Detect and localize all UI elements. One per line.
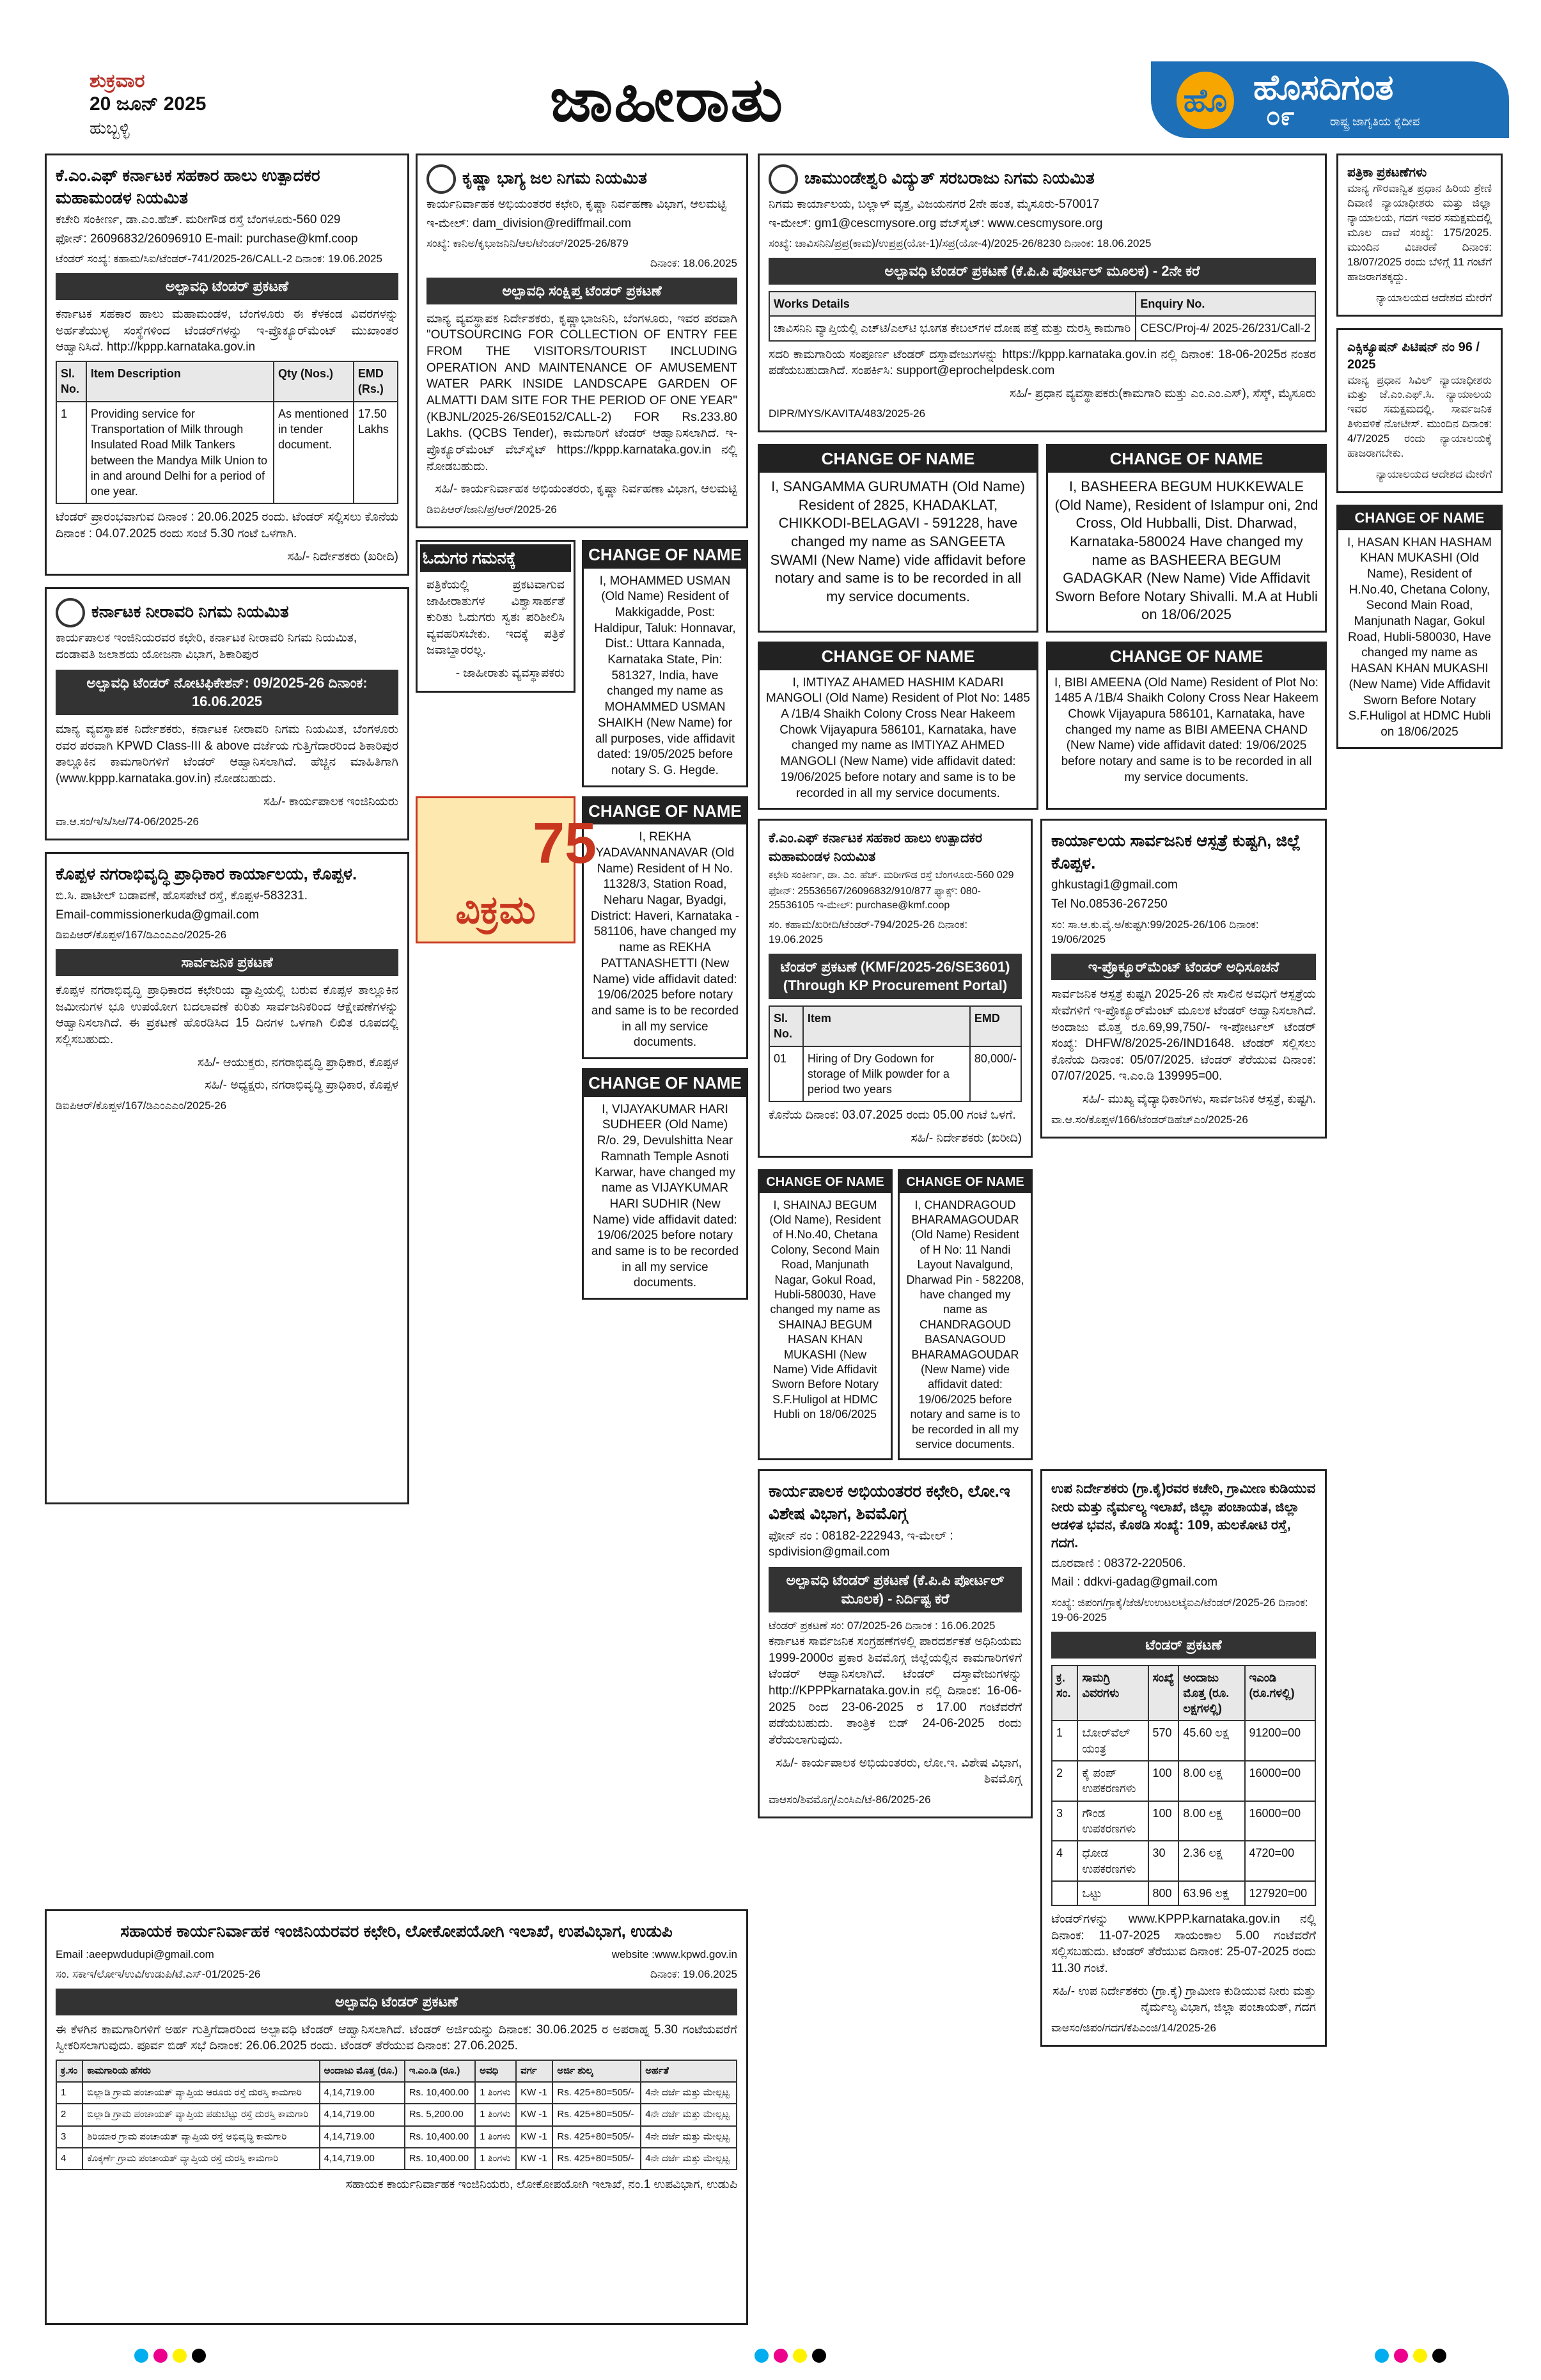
ad-bar: ಇ-ಪ್ರೊಕ್ಯೂರ್‌ಮೆಂಟ್ ಟೆಂಡರ್ ಅಧಿಸೂಚನೆ (1051, 954, 1316, 981)
ad-sub: ಕಾರ್ಯನಿರ್ವಾಹಕ ಅಭಿಯಂತರರ ಕಛೇರಿ, ಕೃಷ್ಣಾ ನಿರ್ವಹಣಾ ವಿಭಾಗ, ಆಲಮಟ್ಟಿ (426, 198, 726, 211)
ad-body: ಕರ್ನಾಟಕ ಸಾರ್ವಜನಿಕ ಸಂಗ್ರಹಣೆಗಳಲ್ಲಿ ಪಾರದರ್ಶಕತೆ ಅಧಿನಿಯಮ 1999-2000ರ ಪ್ರಕಾರ ಶಿವಮೊಗ್ಗ ಜಿಲ್ಲೆಯಲ್ಲಿನ ಕಾಮಗಾರಿಗಳಿಗೆ ಟೆಂಡರ್ ಆಹ್ವಾನಿಸಲಾಗಿದೆ. ಟೆಂಡರ್ ದಸ್ತಾವೇಜುಗಳನ್ನು http://KPPPkarnataka.gov.in ನಲ್ಲಿ ದಿನಾಂಕ: 16-06-2025 ರಿಂದ 23-06-2025 ರ 17.00 ಗಂಟೆವರೆಗೆ ಪಡೆಯಬಹುದು. ತಾಂತ್ರಿಕ ಬಿಡ್ 24-06-2025 ರಂದು ತೆರೆಯಲಾಗುವುದು. (769, 1635, 1022, 1747)
ad-date: ದಿನಾಂಕ: 19.06.2025 (650, 1968, 737, 1981)
table-header-cell: ಅವಧಿ (475, 2060, 516, 2082)
kniml-tender-ad (45, 587, 409, 840)
table-cell: 1 (56, 402, 86, 504)
magenta-dot-icon (774, 2349, 788, 2363)
black-dot-icon (812, 2349, 826, 2363)
table-cell: 4,14,719.00 (320, 2148, 405, 2170)
ad-org: ಕೆ.ಎಂ.ಎಫ್ ಕರ್ನಾಟಕ ಸಹಕಾರ ಹಾಲು ಉತ್ಪಾದಕರ ಮಹಾಮಂಡಳ ನಿಯಮಿತ (56, 166, 320, 208)
magenta-dot-icon (1394, 2349, 1408, 2363)
col-b-split-2 (416, 796, 748, 1309)
ad-mail: Mail : ddkvi-gadag@gmail.com (1051, 1575, 1218, 1589)
name-notice-head: CHANGE OF NAME (1048, 446, 1325, 473)
name-change-notice (1046, 444, 1327, 633)
name-notice-text: I, REKHA YADAVANNANAVAR (Old Name) Resident of H No. 11328/3, Station Road, Neharu Nagar, Byadgi, District: Haveri, Karnataka - 581106, have changed my name as REKHA PATTANASHETTI (New Name) vide affidavit dated: 19/06/2025 before notary and same is to be recorded in all my service documents. (590, 830, 740, 1050)
table-header-cell: Works Details (769, 292, 1136, 316)
ad-ref-bottom: ವಾಆಸಂ/ಶಿವಮೊಗ್ಗ/ಎಂಸಿಎ/ಟೆ-86/2025-26 (769, 1793, 931, 1806)
header-date: 20 ಜೂನ್ 2025 (90, 93, 207, 114)
ad-ref: ವಾ.ಆ.ಸಂ/ಇ/ಸಿ/ಸಿಆ/74-06/2025-26 (56, 816, 199, 828)
ad-org (769, 164, 1316, 194)
ad-org: ಕಾರ್ಯಾಲಯ ಸಾರ್ವಜನಿಕ ಆಸ್ಪತ್ರೆ ಕುಷ್ಟಗಿ, ಜಿಲ್ಲೆ ಕೊಪ್ಪಳ. (1051, 831, 1301, 873)
table-cell: Rs. 425+80=505/- (552, 2082, 641, 2104)
table-header-cell: Item (803, 1006, 970, 1046)
ad-bar: ಅಲ್ಪಾವಧಿ ಟೆಂಡರ್ ಪ್ರಕಟಣೆ (56, 273, 398, 300)
table-header-cell: Sl. No. (769, 1006, 803, 1046)
ad-sub: ಕಾರ್ಯಪಾಲಕ ಇಂಜಿನಿಯರವರ ಕಛೇರಿ, ಕರ್ನಾಟಕ ನೀರಾವರಿ ನಿಗಮ ನಿಯಮಿತ, ದಂಡಾವತಿ ಜಲಾಶಯ ಯೋಜನಾ ವಿಭಾಗ, ಶಿಕಾರಿಪುರ (56, 631, 357, 661)
ad-body: ಮಾನ್ಯ ಗೌರವಾನ್ವಿತ ಪ್ರಧಾನ ಹಿರಿಯ ಶ್ರೇಣಿ ದಿವಾಣಿ ನ್ಯಾಯಾಧೀಶರು ಮತ್ತು ಜಿಲ್ಲಾ ನ್ಯಾಯಾಲಯ, ಗದಗ ಇವರ ಸಮಕ್ಷಮದಲ್ಲಿ ಮೂಲ ದಾವೆ ಸಂಖ್ಯೆ: 175/2025. ಮುಂದಿನ ವಿಚಾರಣೆ ದಿನಾಂಕ: 18/07/2025 ರಂದು ಬೆಳಿಗ್ಗೆ 11 ಗಂಟೆಗೆ ಹಾಜರಾಗತಕ್ಕದ್ದು. (1347, 182, 1492, 283)
water-drop-icon (56, 598, 85, 627)
ad-sign: ಸಹಿ/- ಕಾರ್ಯಪಾಲಕ ಇಂಜಿನಿಯರು (263, 794, 398, 808)
table-row (769, 316, 1315, 340)
ad-ref: ಸಂ. ಸಕಾಇ/ಲೋಇ/ಉವಿ/ಉಡುಪಿ/ಟೆ.ಎಸ್-01/2025-26 (56, 1968, 261, 1981)
brand-name: ಹೊಸದಿಗಂತ (1253, 68, 1394, 107)
ad-contact: ಫೋನ್: 25536567/26096832/910/877 ಫ್ಯಾಕ್ಸ್: 080-25536105 ಇ-ಮೇಲ್: purchase@kmf.coop (769, 886, 981, 911)
ad-sign: ಸಹಿ/- ಉಪ ನಿರ್ದೇಶಕರು (ಗ್ರಾ.ಕೈ) ಗ್ರಾಮೀಣ ಕುಡಿಯುವ ನೀರು ಮತ್ತು ನೈರ್ಮಲ್ಯ ವಿಭಾಗ, ಜಿಲ್ಲಾ ಪಂಚಾಯತ್, ಗದಗ (1052, 1984, 1316, 2015)
name-change-notice (582, 1068, 748, 1300)
ad-body: ಮಾನ್ಯ ವ್ಯವಸ್ಥಾಪಕ ನಿರ್ದೇಶಕರು, ಕೃಷ್ಣಾಭಾಜನಿನಿ, ಬೆಂಗಳೂರು, ಇವರ ಪರವಾಗಿ "OUTSOURCING FOR COLLECTION OF ENTRY FEE FROM THE VISITORS/TOURIST INCLUDING OPERATION AND MAINTENANCE OF AMUSEMENT WATER PARK INSIDE LANDSCAPE GARDEN OF ALMATTI DAM SITE FOR THE PERIOD OF ONE YEAR" (KBJNL/2025-26/SE0152/CALL-2) FOR Rs.233.80 Lakhs. (QCBS Tender), ಕಾಮಗಾರಿಗೆ ಟೆಂಡರ್ ಆಹ್ವಾನಿಸಲಾಗಿದೆ. ಇ-ಪ್ರೊಕ್ಯೂರ್‌ಮೆಂಟ್ ವೆಬ್‌ಸೈಟ್ https://kppp.karnataka.gov.in ನಲ್ಲಿ ನೋಡಬಹುದು. (426, 311, 737, 473)
col-c-middle (758, 819, 1327, 1469)
page-number: ೦೯ (1266, 102, 1295, 130)
table-cell (1052, 1881, 1077, 1905)
ad-org (426, 164, 737, 194)
ad-org: ಕೆ.ಎಂ.ಎಫ್ ಕರ್ನಾಟಕ ಸಹಕಾರ ಹಾಲು ಉತ್ಪಾದಕರ ಮಹಾಮಂಡಳ ನಿಯಮಿತ (769, 831, 983, 864)
ad-email: ghkustagi1@gmail.com (1051, 878, 1178, 892)
ad-body: ಮಾನ್ಯ ಪ್ರಧಾನ ಸಿವಿಲ್ ನ್ಯಾಯಾಧೀಶರು ಮತ್ತು ಜೆ.ಎಂ.ಎಫ್.ಸಿ. ನ್ಯಾಯಾಲಯ ಇವರ ಸಮಕ್ಷಮದಲ್ಲಿ. ಸಾರ್ವಜನಿಕ ತಿಳುವಳಿಕೆ ನೋಟೀಸ್. ಮುಂದಿನ ದಿನಾಂಕ: 4/7/2025 ರಂದು ನ್ಯಾಯಾಲಯಕ್ಕೆ ಹಾಜರಾಗಬೇಕು. (1347, 374, 1492, 460)
ad-bar: ಟೆಂಡರ್ ಪ್ರಕಟಣೆ (1051, 1632, 1316, 1659)
cyan-dot-icon (134, 2349, 148, 2363)
table-header-cell: ಸಂಖ್ಯೆ (1148, 1666, 1179, 1721)
table-cell: Rs. 10,400.00 (405, 2082, 475, 2104)
table-cell: Rs. 10,400.00 (405, 2148, 475, 2170)
name-change-notice (582, 796, 748, 1059)
gadag-tender-ad (1040, 1469, 1327, 2047)
table-header-cell: Item Description (86, 361, 274, 402)
vikrama-name: ವಿಕ್ರಮ (455, 888, 536, 931)
table-row (1052, 1801, 1315, 1841)
registration-marks (755, 2349, 870, 2361)
name-notice-text: I, BASHEERA BEGUM HUKKEWALE (Old Name), Resident of Islampur oni, 2nd Cross, Old Hubballi, Dist. Dharwad, Karnataka-580024 Have changed my name as BASHEERA BEGUM GADAGKAR (New Name) Vide Affidavit Sworn Before Notary Shivalli. M.A at Hubli on 18/06/2025 (1054, 478, 1318, 623)
table-cell: ಶಿರಿಯಾರ ಗ್ರಾಮ ಪಂಚಾಯತ್ ವ್ಯಾಪ್ತಿಯ ರಸ್ತೆ ಅಭಿವೃದ್ಧಿ ಕಾಮಗಾರಿ (82, 2126, 319, 2148)
ad-body: ಸಾರ್ವಜನಿಕ ಆಸ್ಪತ್ರೆ ಕುಷ್ಟಗಿ 2025-26 ನೇ ಸಾಲಿನ ಅವಧಿಗೆ ಆಸ್ಪತ್ರೆಯ ಸೇವೆಗಳಿಗೆ ಇ-ಪ್ರೊಕ್ಯೂರ್‌ಮೆಂಟ್ ಮೂಲಕ ಟೆಂಡರ್ ಆಹ್ವಾನಿಸಲಾಗಿದೆ. ಅಂದಾಜು ಮೊತ್ತ ರೂ.69,99,750/- ಇ-ಪೋರ್ಟಲ್ ಟೆಂಡರ್ ಸಂಖ್ಯೆ: DHFW/8/2025-26/IND1648. ಟೆಂಡರ್ ಸಲ್ಲಿಸಲು ಕೊನೆಯ ದಿನಾಂಕ: 05/07/2025. ಟೆಂಡರ್ ತೆರೆಯುವ ದಿನಾಂಕ: 07/07/2025. ಇ.ಎಂ.ಡಿ 139995=00. (1051, 988, 1316, 1084)
col-c-middle-right (1040, 819, 1327, 1469)
name-notice-text: I, MOHAMMED USMAN (Old Name) Resident of Makkigadde, Post: Haldipur, Taluk: Honnavar, Dist.: Uttara Kannada, Karnataka State, Pin: 581327, India, have changed my name as MOHAMMED USMAN SHAIKH (New Name) for all purposes, vide affidavit dated: 19/05/2025 before notary S. G. Hegde. (594, 574, 736, 777)
table-header-cell: ಕ್ರ.ಸಂ (56, 2060, 82, 2082)
table-cell: 45.60 ಲಕ್ಷ (1178, 1721, 1244, 1761)
ad-ref-row (56, 1962, 737, 1982)
name-notice-head: CHANGE OF NAME (584, 542, 746, 569)
page-header (38, 58, 1503, 147)
vikrama-ad (416, 796, 597, 943)
table-cell: Rs. 425+80=505/- (552, 2148, 641, 2170)
table-header-cell: ಅಂದಾಜು ಮೊತ್ತ (ರೂ. ಲಕ್ಷಗಳಲ್ಲಿ) (1178, 1666, 1244, 1721)
column-d (1336, 154, 1503, 2328)
name-notice-head: CHANGE OF NAME (760, 643, 1036, 670)
name-notice-head: CHANGE OF NAME (1338, 507, 1501, 530)
ad-ref: ಸಂಖ್ಯೆ: ಜಿಪಂಗ/ಗ್ರಾಕೈ/ಜೆಜಿ/ಉಉಟಲಟೈಐಎ/ಟೆಂಡರ್/2025-26 ದಿನಾಂಕ: 19-06-2025 (1051, 1596, 1308, 1623)
ad-title: ಎಕ್ಸಿಕ್ಯೂಷನ್ ಪಿಟಿಷನ್ ನಂ 96 / 2025 (1347, 340, 1480, 372)
ad-email: Email-commissionerkuda@gmail.com (56, 908, 260, 922)
ad-footer: ಕೊನೆಯ ದಿನಾಂಕ: 03.07.2025 ರಂದು 05.00 ಗಂಟೆ ಒಳಗೆ. (769, 1108, 1016, 1123)
table-cell: 63.96 ಲಕ್ಷ (1178, 1881, 1244, 1905)
name-change-notice (1336, 505, 1503, 749)
table-cell: 4ನೇ ದರ್ಜೆ ಮತ್ತು ಮೇಲ್ಪಟ್ಟ (641, 2126, 737, 2148)
header-city: ಹುಬ್ಬಳ್ಳಿ (90, 118, 130, 138)
ad-date: ದಿನಾಂಕ: 18.06.2025 (650, 257, 737, 270)
ad-sign: ಸಹಿ/- ಕಾರ್ಯಪಾಲಕ ಅಭಿಯಂತರರು, ಲೋ.ಇ. ವಿಶೇಷ ವಿಭಾಗ, ಶಿವಮೊಗ್ಗ (776, 1756, 1022, 1786)
table-cell: 1 ತಿಂಗಳು (475, 2148, 516, 2170)
brand-logo-icon: ಹೊ (1177, 72, 1234, 129)
ad-sign: ಸಹಿ/- ಕಾರ್ಯನಿರ್ವಾಹಕ ಅಭಿಯಂತರರು, ಕೃಷ್ಣಾ ನಿರ್ವಹಣಾ ವಿಭಾಗ, ಆಲಮಟ್ಟಿ (435, 482, 737, 496)
ad-body: ಮಾನ್ಯ ವ್ಯವಸ್ಥಾಪಕ ನಿರ್ದೇಶಕರು, ಕರ್ನಾಟಕ ನೀರಾವರಿ ನಿಗಮ ನಿಯಮಿತ, ಬೆಂಗಳೂರು ರವರ ಪರವಾಗಿ KPWD Class-III & above ದರ್ಜೆಯ ಗುತ್ತಿಗೆದಾರರಿಂದ ಶಿಕಾರಿಪುರ ತಾಲ್ಲೂಕಿನ ಕಾಮಗಾರಿಗಳಿಗೆ ಟೆಂಡರ್ ಆಹ್ವಾನಿಸಲಾಗಿದೆ. ಹೆಚ್ಚಿನ ಮಾಹಿತಿಗಾಗಿ (www.kppp.karnataka.gov.in) ನೋಡಬಹುದು. (56, 722, 398, 785)
registration-marks (1375, 2349, 1490, 2361)
table-cell: ಕೈ ಪಂಪ್‌ ಉಪಕರಣಗಳು (1077, 1761, 1148, 1801)
court-notice-ad (1336, 154, 1503, 317)
table-cell: ಬೋರ್‌ವೆಲ್ ಯಂತ್ರ (1077, 1721, 1148, 1761)
cyan-dot-icon (755, 2349, 769, 2363)
table-cell: ಧೋಡ ಉಪಕರಣಗಳು (1077, 1841, 1148, 1881)
udupi-table (56, 2060, 737, 2170)
table-cell: 100 (1148, 1761, 1179, 1801)
ad-org: ಉಪ ನಿರ್ದೇಶಕರು (ಗ್ರಾ.ಕೈ)ರವರ ಕಚೇರಿ, ಗ್ರಾಮೀಣ ಕುಡಿಯುವ ನೀರು ಮತ್ತು ನೈರ್ಮಲ್ಯ ಇಲಾಖೆ, ಜಿಲ್ಲಾ ಪಂಚಾಯತ, ಜಿಲ್ಲಾ ಆಡಳಿತ ಭವನ, ಕೊಠಡಿ ಸಂಖ್ಯೆ: 109, ಹುಲಕೋಟಿ ರಸ್ತೆ, ಗದಗ. (1051, 1481, 1316, 1551)
ad-sign: ನ್ಯಾಯಾಲಯದ ಆದೇಶದ ಮೇರೆಗೆ (1375, 291, 1492, 304)
kmf-tender-table (56, 361, 398, 504)
ad-sign-left: ಸಹಿ/- ಆಯುಕ್ತರು, ನಗರಾಭಿವೃದ್ಧಿ ಪ್ರಾಧಿಕಾರ, ಕೊಪ್ಪಳ (197, 1055, 398, 1069)
name-change-notice (898, 1169, 1033, 1461)
table-cell: 570 (1148, 1721, 1179, 1761)
col-b-left (416, 540, 575, 796)
table-cell: Rs. 425+80=505/- (552, 2104, 641, 2125)
readers-notice-title: ಓದುಗರ ಗಮನಕ್ಕೆ (420, 544, 571, 572)
ad-body: ಕೊಪ್ಪಳ ನಗರಾಭಿವೃದ್ಧಿ ಪ್ರಾಧಿಕಾರದ ಕಛೇರಿಯ ವ್ಯಾಪ್ತಿಯಲ್ಲಿ ಬರುವ ಕೊಪ್ಪಳ ತಾಲ್ಲೂಕಿನ ಜಮೀನುಗಳ ಭೂ ಉಪಯೋಗ ಬದಲಾವಣೆ ಕುರಿತು ಸಾರ್ವಜನಿಕರಿಂದ ಆಕ್ಷೇಪಣೆಗಳನ್ನು ಆಹ್ವಾನಿಸಲಾಗಿದೆ. ಈ ಪ್ರಕಟಣೆ ಹೊರಡಿಸಿದ 15 ದಿನಗಳ ಒಳಗಾಗಿ ಲಿಖಿತ ರೂಪದಲ್ಲಿ ಸಲ್ಲಿಸಬಹುದು. (56, 984, 398, 1047)
col-b-split (416, 540, 748, 796)
cesc-tender-ad (758, 154, 1327, 432)
ad-sign: ಸಹಿ/- ನಿರ್ದೇಶಕರು (ಖರೀದಿ) (911, 1131, 1022, 1146)
ad-title: ಪತ್ರಿಕಾ ಪ್ರಕಟಣೆಗಳು (1347, 166, 1427, 180)
table-cell: 100 (1148, 1801, 1179, 1841)
table-cell: 8.00 ಲಕ್ಷ (1178, 1761, 1244, 1801)
table-header-cell: ಕ್ರ. ಸಂ. (1052, 1666, 1077, 1721)
table-cell: 800 (1148, 1881, 1179, 1905)
ad-contact: ಫೋನ್ ನಂ : 08182-222943, ಇ-ಮೇಲ್ : spdivision@gmail.com (769, 1529, 953, 1559)
table-cell: 2 (1052, 1761, 1077, 1801)
ad-bar: ಅಲ್ಪಾವಧಿ ಟೆಂಡರ್ ನೋಟಿಫಿಕೇಶನ್: 09/2025-26 ದಿನಾಂಕ: 16.06.2025 (56, 670, 398, 715)
ad-ref: ಟೆಂಡರ್ ಸಂಖ್ಯೆ: ಕಹಾಮ/ಸಿಐ/ಟೆಂಡರ್-741/2025-26/CALL-2 ದಿನಾಂಕ: 19.06.2025 (56, 253, 382, 265)
name-notice-head: CHANGE OF NAME (584, 1070, 746, 1097)
name-notice-text: I, HASAN KHAN HASHAM KHAN MUKASHI (Old Name), Resident of H.No.40, Chetana Colony, Second Main Road, Manjunath Nagar, Gokul Road, Hubli-580030, Have changed my name as HASAN KHAN MUKASHI (New Name) Vide Affidavit Sworn Before Notary S.F.Huligol at HDMC Hubli on 18/06/2025 (1347, 535, 1492, 739)
cyan-dot-icon (1375, 2349, 1389, 2363)
kmf-tender-ad (45, 154, 409, 576)
ad-sign: ಸಹಿ/- ಮುಖ್ಯ ವೈದ್ಯಾಧಿಕಾರಿಗಳು, ಸಾರ್ವಜನಿಕ ಆಸ್ಪತ್ರೆ, ಕುಷ್ಟಗಿ. (1082, 1092, 1316, 1107)
ad-sign: ನ್ಯಾಯಾಲಯದ ಆದೇಶದ ಮೇರೆಗೆ (1375, 468, 1492, 481)
name-change-notice (758, 444, 1038, 633)
readers-notice (416, 540, 575, 693)
ad-org (56, 598, 398, 627)
table-cell: 4ನೇ ದರ್ಜೆ ಮತ್ತು ಮೇಲ್ಪಟ್ಟ (641, 2148, 737, 2170)
table-cell: Rs. 425+80=505/- (552, 2126, 641, 2148)
table-cell: 01 (769, 1046, 803, 1102)
brand-tagline: ರಾಷ್ಟ್ರ ಜಾಗೃತಿಯ ಕೈದೀಪ (1330, 115, 1420, 128)
table-row (769, 1046, 1021, 1102)
name-notice-text: I, IMTIYAZ AHAMED HASHIM KADARI MANGOLI (Old Name) Resident of Plot No: 1485 A /1B/4 Shaikh Colony Cross Near Hakeem Chowk Vijayapura 586101, Karnataka, have changed my name as IMTIYAZ AHMED MANGOLI (New Name) vide affidavit dated: 19/06/2025 before notary and same is to be recorded in all my service documents. (766, 675, 1030, 800)
table-cell: ಬಿಲ್ಲಾಡಿ ಗ್ರಾಮ ಪಂಚಾಯತ್ ವ್ಯಾಪ್ತಿಯ ಆರೂರು ರಸ್ತೆ ದುರಸ್ತಿ ಕಾಮಗಾರಿ (82, 2082, 319, 2104)
ad-ref-bottom: ಡಿಐಪಿಆರ್/ಕೊಪ್ಪಳ/167/ಡಿಎಂಎಎಂ/2025-26 (56, 1099, 227, 1112)
table-row (56, 2148, 737, 2170)
ad-ref: ಸಂಖ್ಯೆ: ಕಾನಿಅ/ಕೃಭಾಜನಿನಿ/ಆಲ/ಟೆಂಡರ್/2025-26/879 (426, 237, 629, 250)
ad-ref: ಟೆಂಡರ್ ಪ್ರಕಟಣೆ ಸಂ: 07/2025-26 ದಿನಾಂಕ : 16.06.2025 (769, 1620, 996, 1632)
ad-bar: ಅಲ್ಪಾವಧಿ ಟೆಂಡರ್ ಪ್ರಕಟಣೆ (56, 1989, 737, 2015)
ad-footer: ಟೆಂಡರ್ ಪ್ರಾರಂಭವಾಗುವ ದಿನಾಂಕ : 20.06.2025 ರಂದು. ಟೆಂಡರ್ ಸಲ್ಲಿಸಲು ಕೊನೆಯ ದಿನಾಂಕ : 04.07.2025 ರಂದು ಸಂಜೆ 5.30 ಗಂಟೆ ಒಳಗಾಗಿ. (56, 510, 398, 541)
ad-org-text: ಕೃಷ್ಣಾ ಭಾಗ್ಯ ಜಲ ನಿಗಮ ನಿಯಮಿತ (462, 168, 647, 187)
name-notice-text: I, SANGAMMA GURUMATH (Old Name) Resident of 2825, KHADAKLAT, CHIKKODI-BELAGAVI - 591228, have changed my name as SANGEETA SWAMI (New Name) vide affidavit before notary and same is to be recorded in all my service documents. (770, 478, 1026, 604)
table-row (56, 402, 398, 504)
ad-phone: ದೂರವಾಣಿ : 08372-220506. (1051, 1556, 1186, 1570)
kmf2-table (769, 1005, 1022, 1102)
table-cell: 1 ತಿಂಗಳು (475, 2126, 516, 2148)
ad-bar: ಟೆಂಡರ್ ಪ್ರಕಟಣೆ (KMF/2025-26/SE3601) (Through KP Procurement Portal) (769, 954, 1022, 999)
black-dot-icon (192, 2349, 206, 2363)
ad-org: ಸಹಾಯಕ ಕಾರ್ಯನಿರ್ವಾಹಕ ಇಂಜಿನಿಯರವರ ಕಛೇರಿ, ಲೋಕೋಪಯೋಗಿ ಇಲಾಖೆ, ಉಪವಿಭಾಗ, ಉಡುಪಿ (120, 1921, 673, 1941)
name-change-notice (1046, 642, 1327, 810)
ad-org: ಕೊಪ್ಪಳ ನಗರಾಭಿವೃದ್ಧಿ ಪ್ರಾಧಿಕಾರ ಕಾರ್ಯಾಲಯ, ಕೊಪ್ಪಳ. (56, 864, 357, 884)
name-notice-head: CHANGE OF NAME (1048, 643, 1325, 670)
ad-address: ಕಛೇರಿ ಸಂಕೀರ್ಣ, ಡಾ. ಎಂ. ಹೆಚ್. ಮರೀಗೌಡ ರಸ್ತೆ ಬೆಂಗಳೂರು-560 029 (769, 869, 1014, 881)
name-notice-text: I, CHANDRAGOUD BHARAMAGOUDAR (Old Name) Resident of H No: 11 Nandi Layout Navalgund, Dharwad Pin - 582208, have changed my name as CHANDRAGOUD BASANAGOUD BHARAMAGOUDAR (New Name) vide affidavit dated: 19/06/2025 before notary and same is to be recorded in all my service documents. (906, 1198, 1024, 1451)
table-header-cell: ಕಾಮಗಾರಿಯ ಹೆಸರು (82, 2060, 319, 2082)
ad-body: ಸದರಿ ಕಾಮಗಾರಿಯ ಸಂಪೂರ್ಣ ಟೆಂಡರ್ ದಸ್ತಾವೇಜುಗಳನ್ನು https://kppp.karnataka.gov.in ನಲ್ಲಿ ದಿನಾಂಕ: 18-06-2025ರ ನಂತರ ಪಡೆಯಬಹುದಾಗಿದೆ. ಸಂಪರ್ಕಿಸಿ: support@eprochelpdesk.com (769, 347, 1316, 378)
table-cell: 4,14,719.00 (320, 2082, 405, 2104)
ad-ref-bottom: ಡಿಐಪಿಆರ್/ಜಾನಿ/ಪ್ರ/ಆರ್/2025-26 (426, 503, 557, 516)
table-cell: KW -1 (516, 2082, 552, 2104)
col-c-lower-left (758, 1469, 1033, 2058)
koppal-notice-ad (45, 852, 409, 1504)
ad-bar: ಸಾರ್ವಜನಿಕ ಪ್ರಕಟಣೆ (56, 949, 398, 976)
ad-ref: ಸಂ: ಸಾ.ಆ.ಕು.ವೈ.ಅ/ಕುಷ್ಟಗಿ:99/2025-26/106 ದಿನಾಂಕ: 19/06/2025 (1051, 918, 1259, 945)
ad-email: ಇ-ಮೇಲ್: gm1@cescmysore.org ವೆಬ್‌ಸೈಟ್: www.cescmysore.org (769, 216, 1103, 230)
name-notice-text: I, BIBI AMEENA (Old Name) Resident of Plot No: 1485 A /1B/4 Shaikh Colony Cross Near Hakeem Chowk Vijayapura 586101, Karnataka, have changed my name as BIBI AMEENA CHAND (New Name) vide affidavit dated: 19/06/2025 before notary and same is to be recorded in all my service documents. (1054, 675, 1318, 784)
table-cell: 4,14,719.00 (320, 2126, 405, 2148)
col-b-right (582, 540, 748, 796)
ad-org-text: ಕರ್ನಾಟಕ ನೀರಾವರಿ ನಿಗಮ ನಿಯಮಿತ (91, 602, 289, 622)
black-dot-icon (1432, 2349, 1446, 2363)
table-cell: KW -1 (516, 2126, 552, 2148)
table-cell: 17.50 Lakhs (354, 402, 398, 504)
table-cell: ಬಿಲ್ಲಾಡಿ ಗ್ರಾಮ ಪಂಚಾಯತ್ ವ್ಯಾಪ್ತಿಯ ಪಡುಬೆಟ್ಟು ರಸ್ತೆ ದುರಸ್ತಿ ಕಾಮಗಾರಿ (82, 2104, 319, 2125)
name-notice-text: I, VIJAYAKUMAR HARI SUDHEER (Old Name) R/o. 29, Devulshitta Near Ramnath Temple Asnoti Karwar, have changed my name as VIJAYKUMAR HARI SUDHIR (New Name) vide affidavit dated: 19/06/2025 before notary and same is to be recorded in all my service documents. (591, 1102, 739, 1290)
magenta-dot-icon (153, 2349, 168, 2363)
table-row (1052, 1761, 1315, 1801)
table-cell: 1 ತಿಂಗಳು (475, 2082, 516, 2104)
table-cell: Rs. 10,400.00 (405, 2126, 475, 2148)
execution-notice-ad (1336, 328, 1503, 494)
table-cell: 4,14,719.00 (320, 2104, 405, 2125)
table-cell: ಒಟ್ಟು (1077, 1881, 1148, 1905)
gadag-table (1051, 1665, 1316, 1907)
ad-contact-row (56, 1943, 737, 1962)
table-cell: ಗೌಂಡ ಉಪಕರಣಗಳು (1077, 1801, 1148, 1841)
table-cell: Rs. 5,200.00 (405, 2104, 475, 2125)
yellow-dot-icon (1413, 2349, 1427, 2363)
ad-ref: ಸಂಖ್ಯೆ: ಚಾವಿಸನಿನಿ/ಪ್ರಪ್ರ(ಕಾಮ)/ಉಪ್ರಪ್ರ(ಯೋ-1)/ಸಪ್ರ(ಯೋ-4)/2025-26/8230 ದಿನಾಂಕ: 18.06.2025 (769, 237, 1152, 250)
col-c-lower (758, 1469, 1327, 2058)
table-cell: Providing service for Transportation of Milk through Insulated Road Milk Tankers between the Mandya Milk Union to in and around Delhi for a period of one year. (86, 402, 274, 504)
ad-email: ಇ-ಮೇಲ್: dam_division@rediffmail.com (426, 216, 632, 230)
table-cell: 16000=00 (1245, 1761, 1315, 1801)
name-notice-head: CHANGE OF NAME (900, 1171, 1031, 1193)
name-notice-head: CHANGE OF NAME (760, 446, 1036, 473)
ad-body: ಕರ್ನಾಟಕ ಸಹಕಾರ ಹಾಲು ಮಹಾಮಂಡಳ, ಬೆಂಗಳೂರು ಈ ಕೆಳಕಂಡ ವಿವರಗಳನ್ನು ಅರ್ಹತೆಯುಳ್ಳ ಸಂಸ್ಥೆಗಳಿಂದ ಟೆಂಡರ್‌ಗಳನ್ನು ಇ-ಪ್ರೊಕ್ಯೂರ್‌ಮೆಂಟ್ ಮುಖಾಂತರ ಆಹ್ವಾನಿಸಿದೆ. http://kppp.karnataka.gov.in (56, 308, 398, 354)
ad-email: Email :aeepwdudupi@gmail.com (56, 1948, 214, 1961)
ad-sign: ಸಹಿ/- ನಿರ್ದೇಶಕರು (ಖರೀದಿ) (287, 549, 398, 563)
table-cell: 1 (1052, 1721, 1077, 1761)
kbjnl-logo-icon (426, 164, 456, 194)
table-cell: 80,000/- (970, 1046, 1021, 1102)
table-cell: 8.00 ಲಕ್ಷ (1178, 1801, 1244, 1841)
table-row (1052, 1841, 1315, 1881)
table-header-cell: Qty (Nos.) (274, 361, 354, 402)
table-cell: 30 (1148, 1841, 1179, 1881)
kushtagi-hospital-ad (1040, 819, 1327, 1138)
table-header-cell: Enquiry No. (1136, 292, 1315, 316)
ad-org: ಕಾರ್ಯಪಾಲಕ ಅಭಿಯಂತರರ ಕಛೇರಿ, ಲೋ.ಇ ವಿಶೇಷ ವಿಭಾಗ, ಶಿವಮೊಗ್ಗ (769, 1481, 1010, 1524)
ad-bar: ಅಲ್ಪಾವಧಿ ಟೆಂಡರ್ ಪ್ರಕಟಣೆ (ಕೆ.ಪಿ.ಪಿ ಪೋರ್ಟಲ್ ಮೂಲಕ) - ನಿರ್ದಿಷ್ಟ ಕರೆ (769, 1567, 1022, 1612)
ad-ref-bottom: ವಾಆಸಂ/ಜಿಪಂ/ಗದಗ/ಕೆಪಿಎಂಜಿ/14/2025-26 (1051, 2021, 1216, 2034)
table-row (56, 2104, 737, 2125)
names-row-3 (758, 1169, 1033, 1470)
ad-ref-bottom: ವಾ.ಆ.ಸಂ/ಕೊಪ್ಪಳ/166/ಟೆಂಡರ್‌ಡಿಹೆಚ್‌ಎಂ/2025-26 (1051, 1113, 1248, 1126)
yellow-dot-icon (793, 2349, 807, 2363)
table-cell: 91200=00 (1245, 1721, 1315, 1761)
table-cell: 1 ತಿಂಗಳು (475, 2104, 516, 2125)
table-header-cell: EMD (Rs.) (354, 361, 398, 402)
name-change-notice (582, 540, 748, 787)
name-notice-head: CHANGE OF NAME (584, 798, 746, 825)
table-cell: 127920=00 (1245, 1881, 1315, 1905)
table-cell: 2.36 ಲಕ್ಷ (1178, 1841, 1244, 1881)
ad-code: DIPR/MYS/KAVITA/483/2025-26 (769, 407, 926, 420)
table-cell: 4 (1052, 1841, 1077, 1881)
table-cell: KW -1 (516, 2104, 552, 2125)
ad-ref: ಡಿಐಪಿಆರ್/ಕೊಪ್ಪಳ/167/ಡಿಎಂಎಎಂ/2025-26 (56, 929, 227, 942)
table-cell: 4ನೇ ದರ್ಜೆ ಮತ್ತು ಮೇಲ್ಪಟ್ಟ (641, 2082, 737, 2104)
col-c-middle-left (758, 819, 1033, 1469)
readers-notice-body: ಪತ್ರಿಕೆಯಲ್ಲಿ ಪ್ರಕಟವಾಗುವ ಜಾಹೀರಾತುಗಳ ವಿಶ್ವಾಸಾರ್ಹತೆ ಕುರಿತು ಓದುಗರು ಸ್ವತಃ ಪರಿಶೀಲಿಸಿ ವ್ಯವಹರಿಸಬೇಕು. ಇದಕ್ಕೆ ಪತ್ರಿಕೆ ಜವಾಬ್ದಾರರಲ್ಲ. (426, 578, 565, 658)
kmf-godown-tender-ad (758, 819, 1033, 1157)
table-cell: 3 (56, 2126, 82, 2148)
ad-org-text: ಚಾಮುಂಡೇಶ್ವರಿ ವಿದ್ಯುತ್ ಸರಬರಾಜು ನಿಗಮ ನಿಯಮಿತ (804, 168, 1095, 187)
table-header-cell: ಇ.ಎಂ.ಡಿ (ರೂ.) (405, 2060, 475, 2082)
table-header-cell: Sl. No. (56, 361, 86, 402)
table-header-cell: ಅರ್ಜಿ ಶುಲ್ಕ (552, 2060, 641, 2082)
table-cell: ಕೊಕ್ಕರ್ಣೆ ಗ್ರಾಮ ಪಂಚಾಯತ್ ವ್ಯಾಪ್ತಿಯ ರಸ್ತೆ ದುರಸ್ತಿ ಕಾಮಗಾರಿ (82, 2148, 319, 2170)
kbjnl-tender-ad (416, 154, 748, 528)
ad-sign: ಸಹಾಯಕ ಕಾರ್ಯನಿರ್ವಾಹಕ ಇಂಜಿನಿಯರು, ಲೋಕೋಪಯೋಗಿ ಇಲಾಖೆ, ನಂ.1 ಉಪವಿಭಾಗ, ಉಡುಪಿ (345, 2178, 737, 2192)
readers-notice-sign: - ಜಾಹೀರಾತು ವ್ಯವಸ್ಥಾಪಕರು (455, 666, 565, 681)
ad-sign-right: ಸಹಿ/- ಅಧ್ಯಕ್ಷರು, ನಗರಾಭಿವೃದ್ಧಿ ಪ್ರಾಧಿಕಾರ, ಕೊಪ್ಪಳ (205, 1078, 398, 1092)
vikrama-number: 75 (533, 811, 597, 876)
ad-contact: ಫೋನ್: 26096832/26096910 E-mail: purchase@kmf.coop (56, 232, 358, 246)
table-row (1052, 1721, 1315, 1761)
name-notice-text: I, SHAINAJ BEGUM (Old Name), Resident of H.No.40, Chetana Colony, Second Main Road, Manjunath Nagar, Gokul Road, Hubli-580030, Have changed my name as SHAINAJ BEGUM HASAN KHAN MUKASHI (New Name) Vide Affidavit Sworn Before Notary S.F.Huligol at HDMC Hubli on 18/06/2025 (769, 1198, 881, 1421)
table-cell: 1 (56, 2082, 82, 2104)
table-cell: 3 (1052, 1801, 1077, 1841)
table-row (56, 2082, 737, 2104)
table-cell: KW -1 (516, 2148, 552, 2170)
brand-banner (1151, 61, 1509, 138)
name-change-notice (758, 1169, 893, 1461)
col-c-lower-right (1040, 1469, 1327, 2058)
header-day: ಶುಕ್ರವಾರ (90, 70, 145, 91)
table-cell: 4720=00 (1245, 1841, 1315, 1881)
pwd-udupi-ad (45, 1909, 748, 2325)
yellow-dot-icon (173, 2349, 187, 2363)
table-row (1052, 1881, 1315, 1905)
table-header-cell: EMD (970, 1006, 1021, 1046)
table-cell: CESC/Proj-4/ 2025-26/231/Call-2 (1136, 316, 1315, 340)
table-cell: 4 (56, 2148, 82, 2170)
table-row (56, 2126, 737, 2148)
table-cell: Hiring of Dry Godown for storage of Milk powder for a period two years (803, 1046, 970, 1102)
ad-bar: ಅಲ್ಪಾವಧಿ ಟೆಂಡರ್ ಪ್ರಕಟಣೆ (ಕೆ.ಪಿ.ಪಿ ಪೋರ್ಟಲ್ ಮೂಲಕ) - 2ನೇ ಕರೆ (769, 258, 1316, 285)
name-change-notice (758, 642, 1038, 810)
name-notice-head: CHANGE OF NAME (760, 1171, 891, 1193)
ad-body: ಟೆಂಡರ್‌ಗಳನ್ನು www.KPPP.karnataka.gov.in ನಲ್ಲಿ ದಿನಾಂಕ: 11-07-2025 ಸಾಯಂಕಾಲ 5.00 ಗಂಟೆವರೆಗೆ ಸಲ್ಲಿಸಬಹುದು. ಟೆಂಡರ್ ತೆರೆಯುವ ದಿನಾಂಕ: 25-07-2025 ರಂದು 11.30 ಗಂಟೆ. (1051, 1912, 1316, 1976)
ad-web: website :www.kpwd.gov.in (611, 1948, 737, 1961)
ad-sub: ನಿಗಮ ಕಾರ್ಯಾಲಯ, ಬಲ್ಲಾಳ್‌ ವೃತ್ತ, ವಿಜಯನಗರ 2ನೇ ಹಂತ, ಮೈಸೂರು-570017 (769, 198, 1100, 211)
col-b-names (582, 796, 748, 1309)
table-header-cell: ಸಾಮಗ್ರಿ ವಿವರಗಳು (1077, 1666, 1148, 1721)
table-cell: 2 (56, 2104, 82, 2125)
ad-bar: ಅಲ್ಪಾವಧಿ ಸಂಕ್ಷಿಪ್ತ ಟೆಂಡರ್ ಪ್ರಕಟಣೆ (426, 278, 737, 304)
table-header-cell: ಅಂದಾಜು ಮೊತ್ತ (ರೂ.) (320, 2060, 405, 2082)
names-row-1 (758, 444, 1327, 642)
vikrama-slot (416, 796, 597, 1309)
table-cell: 16000=00 (1245, 1801, 1315, 1841)
ad-tel: Tel No.08536-267250 (1051, 897, 1168, 911)
table-header-cell: ಅರ್ಹತೆ (641, 2060, 737, 2082)
pwd-shimoga-ad (758, 1469, 1033, 1818)
ad-sign: ಸಹಿ/- ಪ್ರಧಾನ ವ್ಯವಸ್ಥಾಪಕರು(ಕಾಮಗಾರಿ ಮತ್ತು ಎಂ.ಎಂ.ಎಸ್), ಸೆಸ್ಕ್, ಮೈಸೂರು (1009, 386, 1316, 400)
ad-body: ಈ ಕೆಳಗಿನ ಕಾಮಗಾರಿಗಳಿಗೆ ಅರ್ಹ ಗುತ್ತಿಗೆದಾರರಿಂದ ಅಲ್ಪಾವಧಿ ಟೆಂಡರ್ ಆಹ್ವಾನಿಸಲಾಗಿದೆ. ಟೆಂಡರ್ ಅರ್ಜಿಯನ್ನು ದಿನಾಂಕ: 30.06.2025 ರ ಅಪರಾಹ್ನ 5.30 ಗಂಟೆಯವರೆಗೆ ಸ್ವೀಕರಿಸಲಾಗುವುದು. ಪೂರ್ವ ಬಿಡ್ ಸಭೆ ದಿನಾಂಕ: 26.06.2025 ರಂದು. ಟೆಂಡರ್ ತೆರೆಯುವ ದಿನಾಂಕ: 27.06.2025. (56, 2022, 737, 2053)
names-row-2 (758, 642, 1327, 819)
cesc-table (769, 291, 1316, 342)
cesc-logo-icon (769, 164, 798, 194)
ad-address: ಕಚೇರಿ ಸಂಕೀರ್ಣ, ಡಾ.ಎಂ.ಹೆಚ್. ಮರೀಗೌಡ ರಸ್ತೆ ಬೆಂಗಳೂರು-560 029 (56, 213, 341, 227)
table-cell: As mentioned in tender document. (274, 402, 354, 504)
table-cell: 4ನೇ ದರ್ಜೆ ಮತ್ತು ಮೇಲ್ಪಟ್ಟ (641, 2104, 737, 2125)
table-cell: ಚಾವಿಸನಿನಿ ವ್ಯಾಪ್ತಿಯಲ್ಲಿ ಎಚ್‌ಟಿ/ಎಲ್‌ಟಿ ಭೂಗತ ಕೇಬಲ್‌ಗಳ ದೋಷ ಪತ್ತೆ ಮತ್ತು ದುರಸ್ತಿ ಕಾಮಗಾರಿ (769, 316, 1136, 340)
column-c (758, 154, 1327, 2328)
ad-address: ಬಿ.ಸಿ. ಪಾಟೀಲ್ ಬಡಾವಣೆ, ಹೊಸಪೇಟೆ ರಸ್ತೆ, ಕೊಪ್ಪಳ-583231. (56, 889, 308, 903)
registration-marks (134, 2349, 249, 2361)
table-header-cell: ಇಎಂಡಿ (ರೂ.ಗಳಲ್ಲಿ) (1245, 1666, 1315, 1721)
table-header-cell: ವರ್ಗ (516, 2060, 552, 2082)
ad-ref: ಸಂ. ಕಹಾಮ/ಖರೀದಿ/ಟೆಂಡರ್-794/2025-26 ದಿನಾಂಕ: 19.06.2025 (769, 918, 968, 945)
section-title: ಜಾಹೀರಾತು (550, 64, 785, 136)
